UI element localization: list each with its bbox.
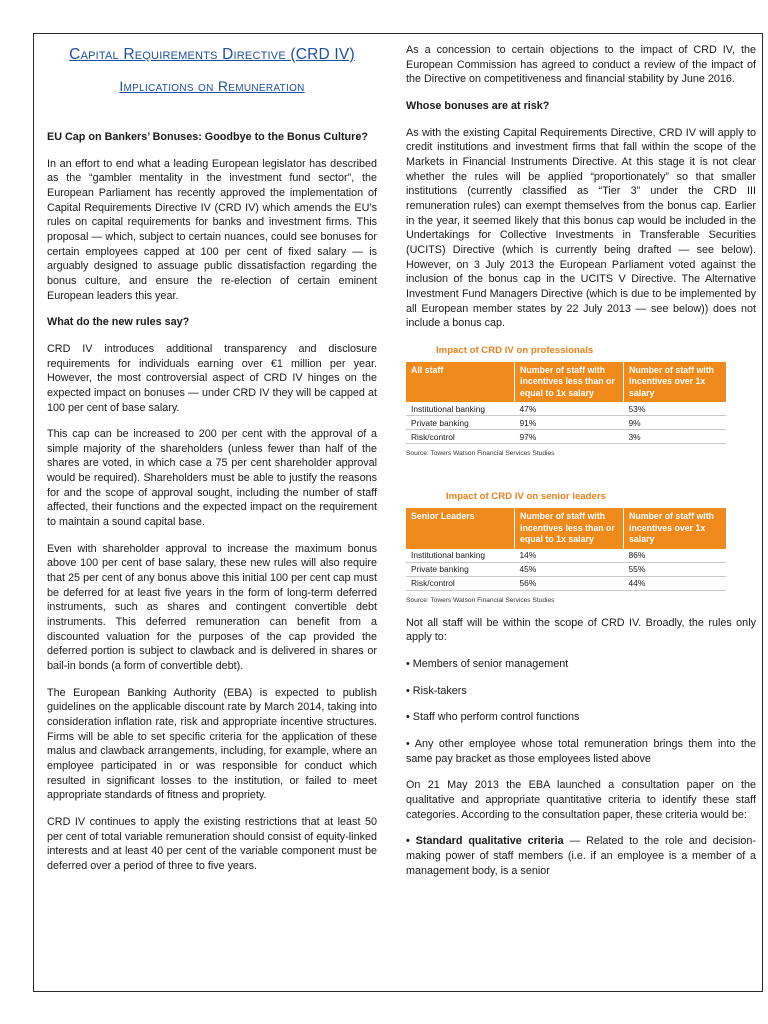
criteria-label: • Standard qualitative criteria [406, 835, 564, 848]
table-cell: 56% [515, 576, 624, 590]
table-cell: 97% [515, 430, 624, 444]
table-row [406, 402, 726, 416]
paragraph-scope: As with the existing Capital Requirements Directive, CRD IV will apply to credit institutions and investment firms that fall within the scope of the Markets in Financial Instruments Directive. At this stage it is not clear whether the rules will be applied “proportionately” so that smaller institutions (currently classified as “Tier 3” under the CRD III remuneration rules) can exempt themselves from the bonus cap. Earlier in the year, it seemed likely that this bonus cap would be included in the Undertakings for Collective Investments in Transferable Securities (UCITS) Directive (which is currently being drafted — see below). However, on 3 July 2013 the European Parliament voted against the inclusion of the bonus cap in the UCITS V Directive. The Alternative Investment Fund Managers Directive (which is due to be implemented by all European member states by 22 July 2013 — see below)) does not include a bonus cap. [406, 126, 756, 330]
list-item: • Risk-takers [406, 684, 467, 697]
table-cell: 53% [624, 402, 727, 416]
table-row [406, 562, 726, 576]
paragraph-eba-guidelines: The European Banking Authority (EBA) is expected to publish guidelines on the applicable discount rate by March 2014, taking into consideration inflation rate, risk and appropriate incentive structures. Firms will be able to set specific criteria for the application of these malus and clawback arrangements, including, for example, where an employee participated in or was responsible for conduct which resulted in significant losses to the institution, or failed to meet appropriate standards of fitness and propriety. [47, 686, 377, 802]
table-cell: Risk/control [406, 430, 515, 444]
section-heading-new-rules: What do the new rules say? [47, 316, 190, 329]
list-item [406, 834, 756, 878]
table-cell: 45% [515, 562, 624, 576]
page-frame [33, 33, 763, 992]
table-header-cell: Number of staff with incentives less than or equal to 1x salary [515, 362, 624, 403]
table-cell: 47% [515, 402, 624, 416]
table-header-row [406, 362, 726, 403]
table-professionals [406, 345, 756, 458]
list-item: • Staff who perform control functions [406, 711, 580, 724]
table-cell: Private banking [406, 562, 515, 576]
table-source-senior-leaders: Source: Towers Watson Financial Services Studies [406, 596, 555, 604]
paragraph-intro: In an effort to end what a leading European legislator has described as the “gambler mentality in the investment fund sector”, the European Parliament has recently approved the implementation of Capital Requirements Directive IV (CRD IV) which amends the EU’s rules on capital requirements for banks and investment firms. This proposal — which, subject to certain nuances, could see bonuses for certain employees capped at 100 per cent of fixed salary — is arguably designed to assuage public dissatisfaction regarding the bonus culture, and ensure the re-election of certain eminent European leaders this year. [47, 157, 377, 302]
paragraph-deferral: Even with shareholder approval to increase the maximum bonus above 100 per cent of base salary, these new rules will also require that 25 per cent of any bonus above this initial 100 per cent cap must be deferred for at least five years in the form of long-term deferred instruments, such as shares and contingent convertible debt instruments. This deferred remuneration can benefit from a discounted valuation for the purposes of the cap provided the deferred portion is subject to clawback and is delivered in shares or bail-in bonds (a form of convertible debt). [47, 542, 377, 672]
table-source-professionals: Source: Towers Watson Financial Services Studies [406, 450, 555, 458]
table-cell: 55% [624, 562, 727, 576]
table-cell: Institutional banking [406, 402, 515, 416]
paragraph-staff-scope: Not all staff will be within the scope of CRD IV. Broadly, the rules only apply to: [406, 616, 756, 644]
table-row [406, 576, 726, 590]
table-senior-leaders [406, 491, 756, 604]
table-row [406, 549, 726, 563]
table-header-row [406, 508, 726, 549]
table-cell: 3% [624, 430, 727, 444]
table-cell: Private banking [406, 416, 515, 430]
document-subtitle: Implications on Remuneration [119, 78, 305, 94]
list-item: • Members of senior management [406, 658, 569, 671]
table-header-cell: Senior Leaders [406, 508, 515, 549]
paragraph-shareholder-approval: This cap can be increased to 200 per cent with the approval of a simple majority of the shareholders (unless fewer than half of the shares are voted, in which case a 75 per cent shareholder approval would be required). Shareholders must be able to justify the reasons for and the scope of approval sought, including the number of staff affected, their functions and the expected impact on the requirement to maintain a sound capital base. [47, 428, 377, 529]
table-cell: 9% [624, 416, 727, 430]
table-row [406, 416, 726, 430]
table-header-cell: All staff [406, 362, 515, 403]
table-header-cell: Number of staff with incentives less than or equal to 1x salary [515, 508, 624, 549]
left-column [47, 34, 377, 886]
criteria-text: — Related to the role and decision-making power of staff members (i.e. if an employee is a member of a management body, is a senior [406, 835, 756, 877]
table-cell: Institutional banking [406, 549, 515, 563]
table-cell: 44% [624, 576, 727, 590]
table-title-professionals: Impact of CRD IV on professionals [436, 344, 594, 356]
impact-table-senior-leaders [406, 508, 726, 591]
table-cell: 91% [515, 416, 624, 430]
paragraph-transparency: CRD IV introduces additional transparency and disclosure requirements for individuals earning over €1 million per year. However, the most controversial aspect of CRD IV hinges on the expected impact on bonuses — under CRD IV they will be capped at 100 per cent of base salary. [47, 342, 377, 414]
table-row [406, 430, 726, 444]
table-cell: 14% [515, 549, 624, 563]
section-heading-bonus-culture: EU Cap on Bankers’ Bonuses: Goodbye to the Bonus Culture? [47, 131, 368, 143]
table-header-cell: Number of staff with incentives over 1x salary [624, 508, 727, 549]
section-heading-whose-bonuses: Whose bonuses are at risk? [406, 99, 550, 112]
paragraph-existing-restrictions: CRD IV continues to apply the existing restrictions that at least 50 per cent of total variable remuneration should consist of equity-linked interests and at least 40 per cent of the variable component must be deferred over a period of three to five years. [47, 815, 377, 872]
document-title: Capital Requirements Directive (CRD IV) [69, 46, 355, 63]
table-title-senior-leaders: Impact of CRD IV on senior leaders [446, 491, 606, 503]
paragraph-eba-consultation: On 21 May 2013 the EBA launched a consultation paper on the qualitative and appropriate quantitative criteria to identify these staff categories. According to the consultation paper, these criteria would be: [406, 779, 756, 821]
right-column [406, 43, 756, 878]
list-item: • Any other employee whose total remuneration brings them into the same pay bracket as those employees listed above [406, 738, 756, 765]
paragraph-concession: As a concession to certain objections to the impact of CRD IV, the European Commission has agreed to conduct a review of the impact of the Directive on competitiveness and financial stability by June 2016. [406, 44, 756, 86]
table-header-cell: Number of staff with incentives over 1x salary [624, 362, 727, 403]
table-cell: 86% [624, 549, 727, 563]
table-cell: Risk/control [406, 576, 515, 590]
impact-table-professionals [406, 362, 726, 445]
